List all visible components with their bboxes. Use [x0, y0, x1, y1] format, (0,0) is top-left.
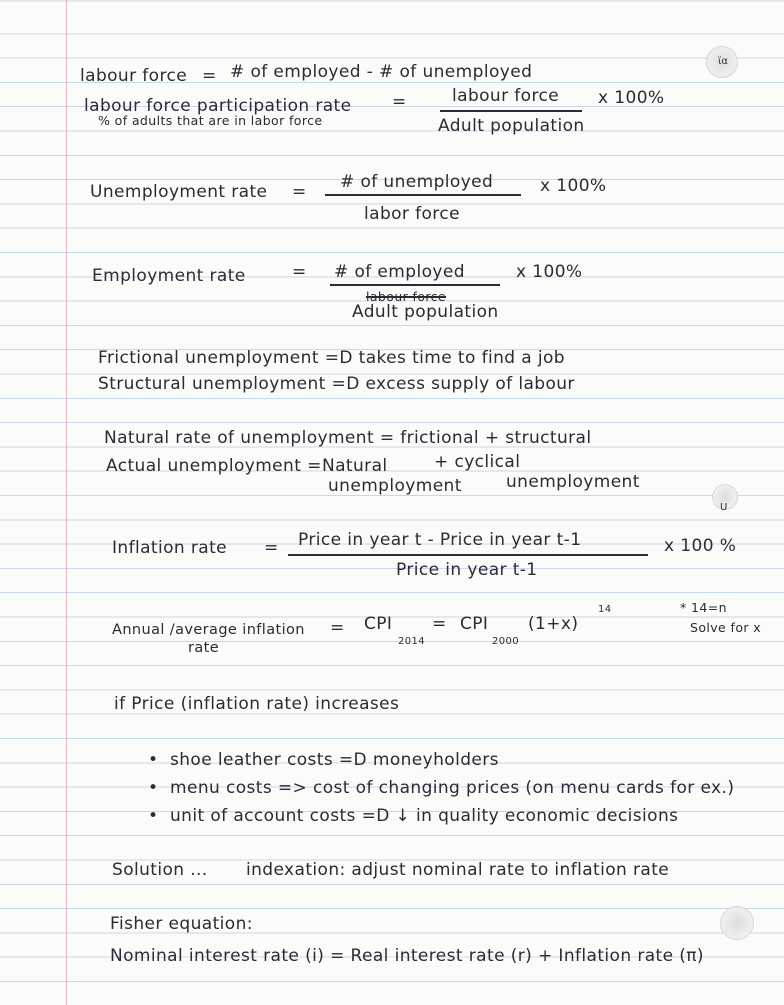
if-price-increases: if Price (inflation rate) increases	[114, 694, 400, 714]
annual-equals: =	[330, 618, 345, 638]
bullet-dot: •	[148, 806, 159, 826]
natural-rate: Natural rate of unemployment = frictional + structural	[104, 428, 592, 448]
solution-indexation: indexation: adjust nominal rate to inflation rate	[246, 860, 670, 880]
structural-unemployment: Structural unemployment =D excess supply of labour	[98, 374, 575, 394]
inflation-fraction-line	[288, 554, 648, 556]
employment-denominator-struck: labour force	[366, 289, 447, 304]
bullet-dot: •	[148, 750, 159, 770]
participation-multiplier: x 100%	[598, 88, 665, 108]
unemployment-equals: =	[292, 182, 307, 202]
punch-hole	[720, 906, 754, 940]
participation-equals: =	[392, 92, 407, 112]
inflation-equals: =	[264, 538, 279, 558]
unemployment-numerator: # of unemployed	[340, 172, 494, 192]
annual-equals-2: =	[432, 614, 447, 634]
bullet-unit-of-account: unit of account costs =D ↓ in quality economic decisions	[170, 806, 679, 826]
margin-line	[66, 0, 67, 1005]
frictional-unemployment: Frictional unemployment =D takes time to find a job	[98, 348, 565, 368]
unemployment-fraction-line	[325, 194, 521, 196]
employment-denominator: Adult population	[352, 302, 499, 322]
inflation-multiplier: x 100 %	[664, 536, 737, 556]
labour-force-equals: =	[202, 66, 217, 86]
solution-label: Solution ...	[112, 860, 208, 880]
participation-numerator: labour force	[452, 86, 560, 106]
unemployment-denominator: labor force	[364, 204, 460, 224]
participation-denominator: Adult population	[438, 116, 585, 136]
participation-rate-note: % of adults that are in labor force	[98, 113, 323, 128]
annual-note-solve: Solve for x	[690, 620, 762, 635]
employment-multiplier: x 100%	[516, 262, 583, 282]
bullet-menu-costs: menu costs => cost of changing prices (on menu cards for ex.)	[170, 778, 735, 798]
annual-inflation-label: Annual /average inflation	[112, 622, 305, 638]
annual-cpi-2014: CPI	[364, 614, 393, 634]
fisher-title: Fisher equation:	[110, 914, 253, 934]
annual-inflation-label-rate: rate	[188, 640, 220, 656]
annual-cpi-2014-sub: 2014	[398, 636, 426, 647]
employment-numerator: # of employed	[334, 262, 465, 282]
inflation-numerator: Price in year t - Price in year t-1	[298, 530, 582, 550]
participation-fraction-line	[440, 110, 582, 112]
unemployment-multiplier: x 100%	[540, 176, 607, 196]
actual-natural: Natural	[322, 456, 388, 476]
annual-exponent: 14	[598, 604, 612, 615]
labour-force-label: labour force	[80, 66, 188, 86]
annual-note-n: * 14=n	[680, 600, 727, 615]
fisher-equation: Nominal interest rate (i) = Real interest rate (r) + Inflation rate (π)	[110, 946, 704, 966]
labour-force-formula: # of employed - # of unemployed	[230, 62, 533, 82]
actual-cyclical: + cyclical	[434, 452, 521, 472]
inflation-rate-label: Inflation rate	[112, 538, 228, 558]
actual-unemployment-label: Actual unemployment =	[106, 456, 322, 476]
annual-growth-factor: (1+x)	[528, 614, 579, 634]
employment-fraction-line	[330, 284, 500, 286]
actual-cyclical-sub: unemployment	[506, 472, 640, 492]
small-mark: U	[720, 502, 728, 513]
unemployment-rate-label: Unemployment rate	[90, 182, 268, 202]
actual-natural-sub: unemployment	[328, 476, 462, 496]
bullet-shoe-leather: shoe leather costs =D moneyholders	[170, 750, 499, 770]
bullet-dot: •	[148, 778, 159, 798]
participation-rate-label: labour force participation rate	[84, 96, 352, 116]
inflation-denominator: Price in year t-1	[396, 560, 538, 580]
annual-cpi-2000: CPI	[460, 614, 489, 634]
page-mark: ϊα	[718, 56, 728, 67]
employment-rate-label: Employment rate	[92, 266, 246, 286]
annual-cpi-2000-sub: 2000	[492, 636, 520, 647]
employment-equals: =	[292, 262, 307, 282]
